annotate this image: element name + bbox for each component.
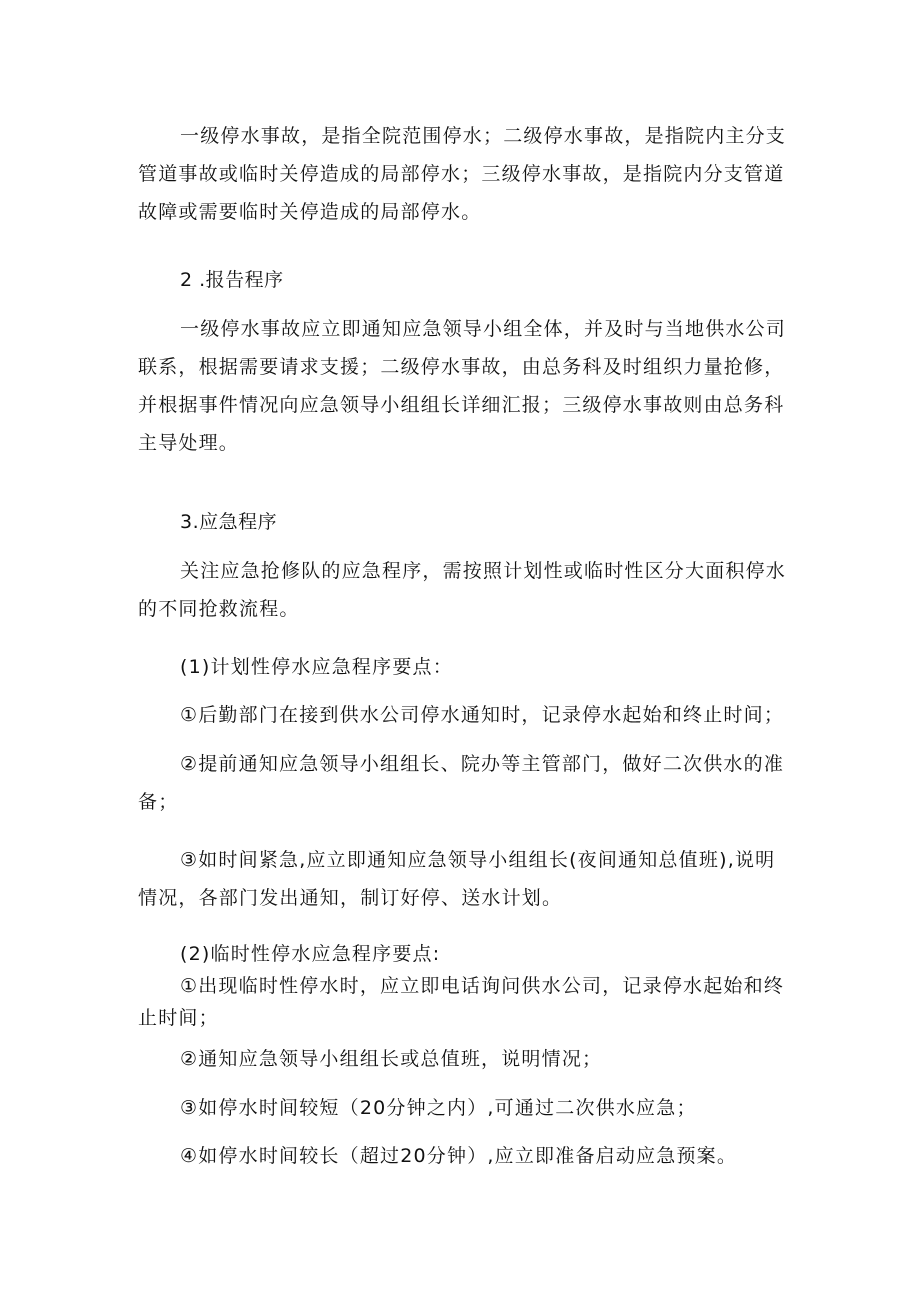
list-item-temporary-3: ③如停水时间较短（20分钟之内）,可通过二次供水应急； (180, 1097, 697, 1119)
paragraph-emergency-intro: 关注应急抢修队的应急程序，需按照计划性或临时性区分大面积停水的不同抢救流程。 (138, 560, 787, 620)
paragraph-stoppage-levels: 一级停水事故，是指全院范围停水；二级停水事故，是指院内主分支管道事故或临时关停造成的局部停水；三级停水事故，是指院内分支管道故障或需要临时关停造成的局部停水。 (138, 125, 787, 223)
heading-report-procedure: 2 .报告程序 (180, 269, 284, 291)
paragraph-report-procedure: 一级停水事故应立即通知应急领导小组全体，并及时与当地供水公司联系，根据需要请求支援；二级停水事故，由总务科及时组织力量抢修，并根据事件情况向应急领导小组组长详细汇报；三级停水事故则由总务科主导处理。 (138, 318, 787, 454)
heading-emergency-procedure: 3.应急程序 (180, 511, 278, 533)
subheading-temporary-stoppage: (2)临时性停水应急程序要点: (180, 943, 441, 965)
list-item-planned-1: ①后勤部门在接到供水公司停水通知时，记录停水起始和终止时间； (180, 704, 785, 726)
list-item-planned-2: ②提前通知应急领导小组组长、院办等主管部门，做好二次供水的准备； (138, 753, 785, 813)
list-item-temporary-4: ④如停水时间较长（超过20分钟）,应立即准备启动应急预案。 (180, 1145, 738, 1167)
list-item-planned-3: ③如时间紧急,应立即通知应急领导小组组长(夜间通知总值班),说明情况，各部门发出通知，制订好停、送水计划。 (138, 849, 776, 909)
list-item-temporary-2: ②通知应急领导小组组长或总值班，说明情况； (180, 1048, 603, 1070)
subheading-planned-stoppage: (1)计划性停水应急程序要点： (180, 656, 453, 678)
list-item-temporary-1: ①出现临时性停水时，应立即电话询问供水公司，记录停水起始和终止时间； (138, 975, 785, 1029)
